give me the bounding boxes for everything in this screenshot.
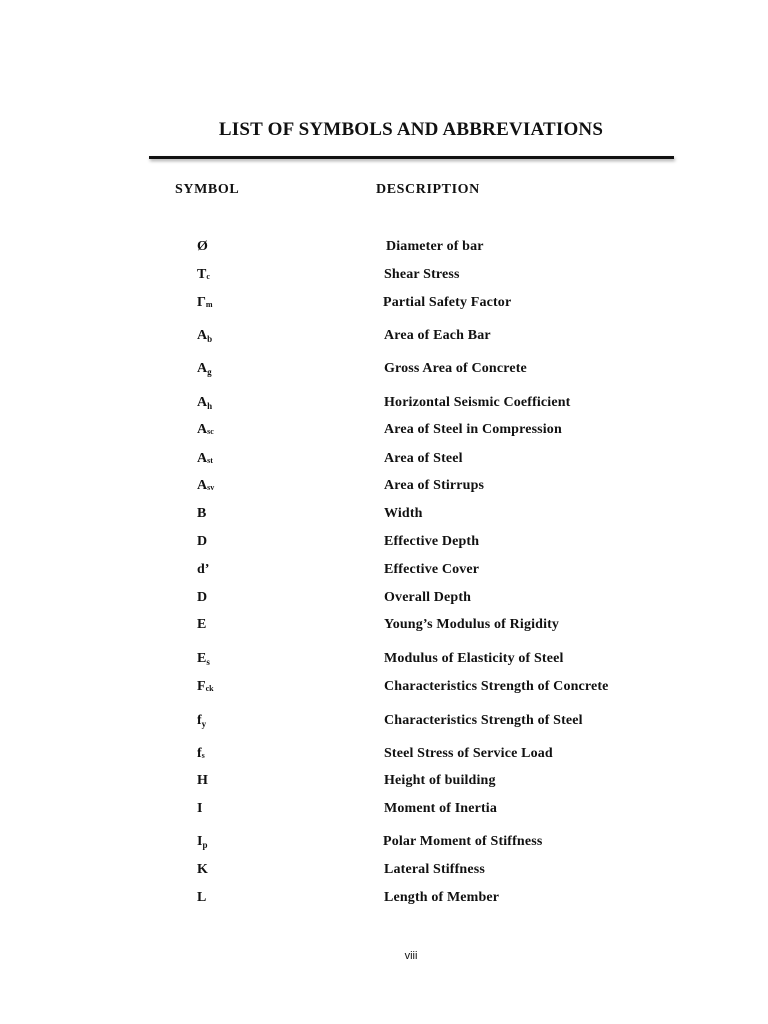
symbol-subscript: y bbox=[201, 719, 207, 729]
symbol-row bbox=[0, 294, 768, 314]
symbol-cell bbox=[197, 505, 206, 523]
symbol-description: Steel Stress of Service Load bbox=[384, 746, 553, 761]
symbol-column-header: SYMBOL bbox=[175, 182, 240, 197]
symbol-base: H bbox=[197, 773, 208, 788]
description-column-header: DESCRIPTION bbox=[376, 182, 480, 197]
symbol-subscript: g bbox=[207, 367, 212, 377]
symbol-base: L bbox=[197, 890, 207, 905]
symbol-base: T bbox=[197, 267, 207, 282]
symbol-description: Area of Stirrups bbox=[384, 478, 485, 493]
symbol-cell bbox=[197, 450, 213, 468]
symbol-cell bbox=[197, 889, 206, 907]
symbol-subscript: c bbox=[206, 272, 210, 281]
symbol-cell bbox=[197, 561, 209, 579]
symbol-description: Shear Stress bbox=[384, 267, 460, 282]
symbol-base: D bbox=[197, 534, 208, 549]
symbol-description: Moment of Inertia bbox=[384, 801, 497, 816]
symbol-row bbox=[0, 421, 768, 441]
symbol-row bbox=[0, 589, 768, 609]
title-divider bbox=[149, 156, 674, 159]
symbol-cell bbox=[197, 861, 208, 879]
symbol-row bbox=[0, 650, 768, 670]
symbol-row bbox=[0, 505, 768, 525]
symbol-base: f bbox=[197, 746, 202, 761]
symbol-cell bbox=[197, 327, 212, 345]
symbol-description: Characteristics Strength of Concrete bbox=[384, 679, 609, 694]
symbol-cell bbox=[197, 266, 210, 284]
symbol-subscript: st bbox=[207, 456, 213, 465]
symbol-row bbox=[0, 238, 768, 258]
symbol-base: A bbox=[197, 361, 208, 376]
symbol-row bbox=[0, 861, 768, 881]
symbol-base: A bbox=[197, 422, 208, 437]
symbol-description: Overall Depth bbox=[384, 590, 472, 605]
symbol-row bbox=[0, 561, 768, 581]
symbol-row bbox=[0, 533, 768, 553]
symbol-subscript: p bbox=[202, 840, 208, 850]
symbol-base: Ø bbox=[197, 239, 208, 254]
symbol-cell bbox=[197, 533, 207, 551]
symbol-description: Effective Cover bbox=[384, 562, 480, 577]
symbol-row bbox=[0, 394, 768, 414]
symbol-row bbox=[0, 327, 768, 347]
symbol-subscript: m bbox=[205, 300, 213, 309]
symbol-row bbox=[0, 678, 768, 698]
symbol-row bbox=[0, 800, 768, 820]
symbol-cell bbox=[197, 394, 212, 412]
symbol-subscript: b bbox=[207, 334, 213, 344]
symbol-base: d’ bbox=[197, 562, 210, 577]
symbol-description: Characteristics Strength of Steel bbox=[384, 713, 583, 728]
symbol-cell bbox=[197, 745, 205, 763]
symbol-cell bbox=[197, 360, 212, 378]
symbol-cell bbox=[197, 678, 214, 696]
symbol-row bbox=[0, 745, 768, 765]
symbol-row bbox=[0, 477, 768, 497]
symbol-description: Lateral Stiffness bbox=[384, 862, 485, 877]
symbol-cell bbox=[197, 772, 208, 790]
symbol-cell bbox=[197, 650, 210, 668]
symbol-subscript: sc bbox=[207, 427, 214, 436]
symbol-row bbox=[0, 266, 768, 286]
symbol-description: Length of Member bbox=[384, 890, 500, 905]
symbol-description: Area of Steel in Compression bbox=[384, 422, 562, 437]
symbol-base: Γ bbox=[197, 295, 206, 310]
symbol-subscript: ck bbox=[205, 684, 214, 693]
symbol-row bbox=[0, 616, 768, 636]
symbol-cell bbox=[197, 477, 214, 495]
symbol-cell bbox=[197, 421, 214, 439]
symbol-base: E bbox=[197, 651, 207, 666]
symbol-base: I bbox=[197, 834, 203, 849]
symbol-base: A bbox=[197, 395, 208, 410]
symbol-base: K bbox=[197, 862, 208, 877]
symbol-cell bbox=[197, 589, 207, 607]
symbol-description: Area of Steel bbox=[384, 451, 463, 466]
symbol-description: Polar Moment of Stiffness bbox=[383, 834, 543, 849]
symbol-subscript: sv bbox=[207, 483, 215, 492]
symbol-description: Modulus of Elasticity of Steel bbox=[384, 651, 564, 666]
symbol-cell bbox=[197, 616, 206, 634]
symbol-cell bbox=[197, 800, 202, 818]
symbol-base: I bbox=[197, 801, 203, 816]
symbol-subscript: s bbox=[201, 751, 205, 760]
symbol-cell bbox=[197, 833, 207, 851]
symbol-row bbox=[0, 712, 768, 732]
symbol-row bbox=[0, 450, 768, 470]
symbol-base: A bbox=[197, 451, 208, 466]
symbol-row bbox=[0, 772, 768, 792]
page-number: viii bbox=[404, 950, 418, 962]
symbol-base: D bbox=[197, 590, 208, 605]
symbol-description: Effective Depth bbox=[384, 534, 480, 549]
symbol-cell bbox=[197, 294, 213, 312]
symbol-subscript: s bbox=[206, 657, 210, 667]
symbol-row bbox=[0, 360, 768, 380]
symbol-base: E bbox=[197, 617, 207, 632]
symbol-description: Gross Area of Concrete bbox=[384, 361, 527, 376]
symbol-description: Diameter of bar bbox=[386, 239, 484, 254]
symbol-base: f bbox=[197, 713, 202, 728]
page-title: LIST OF SYMBOLS AND ABBREVIATIONS bbox=[218, 119, 604, 140]
symbol-cell bbox=[197, 238, 208, 256]
symbol-base: A bbox=[197, 328, 208, 343]
symbol-subscript: h bbox=[207, 401, 213, 411]
symbol-cell bbox=[197, 712, 206, 730]
symbol-description: Area of Each Bar bbox=[384, 328, 491, 343]
symbol-description: Partial Safety Factor bbox=[383, 295, 512, 310]
symbol-description: Height of building bbox=[384, 773, 496, 788]
symbol-base: F bbox=[197, 679, 206, 694]
symbol-base: B bbox=[197, 506, 207, 521]
symbol-description: Young’s Modulus of Rigidity bbox=[384, 617, 560, 632]
symbol-description: Horizontal Seismic Coefficient bbox=[384, 395, 571, 410]
symbol-row bbox=[0, 833, 768, 853]
symbol-description: Width bbox=[384, 506, 423, 521]
symbol-row bbox=[0, 889, 768, 909]
symbol-base: A bbox=[197, 478, 208, 493]
